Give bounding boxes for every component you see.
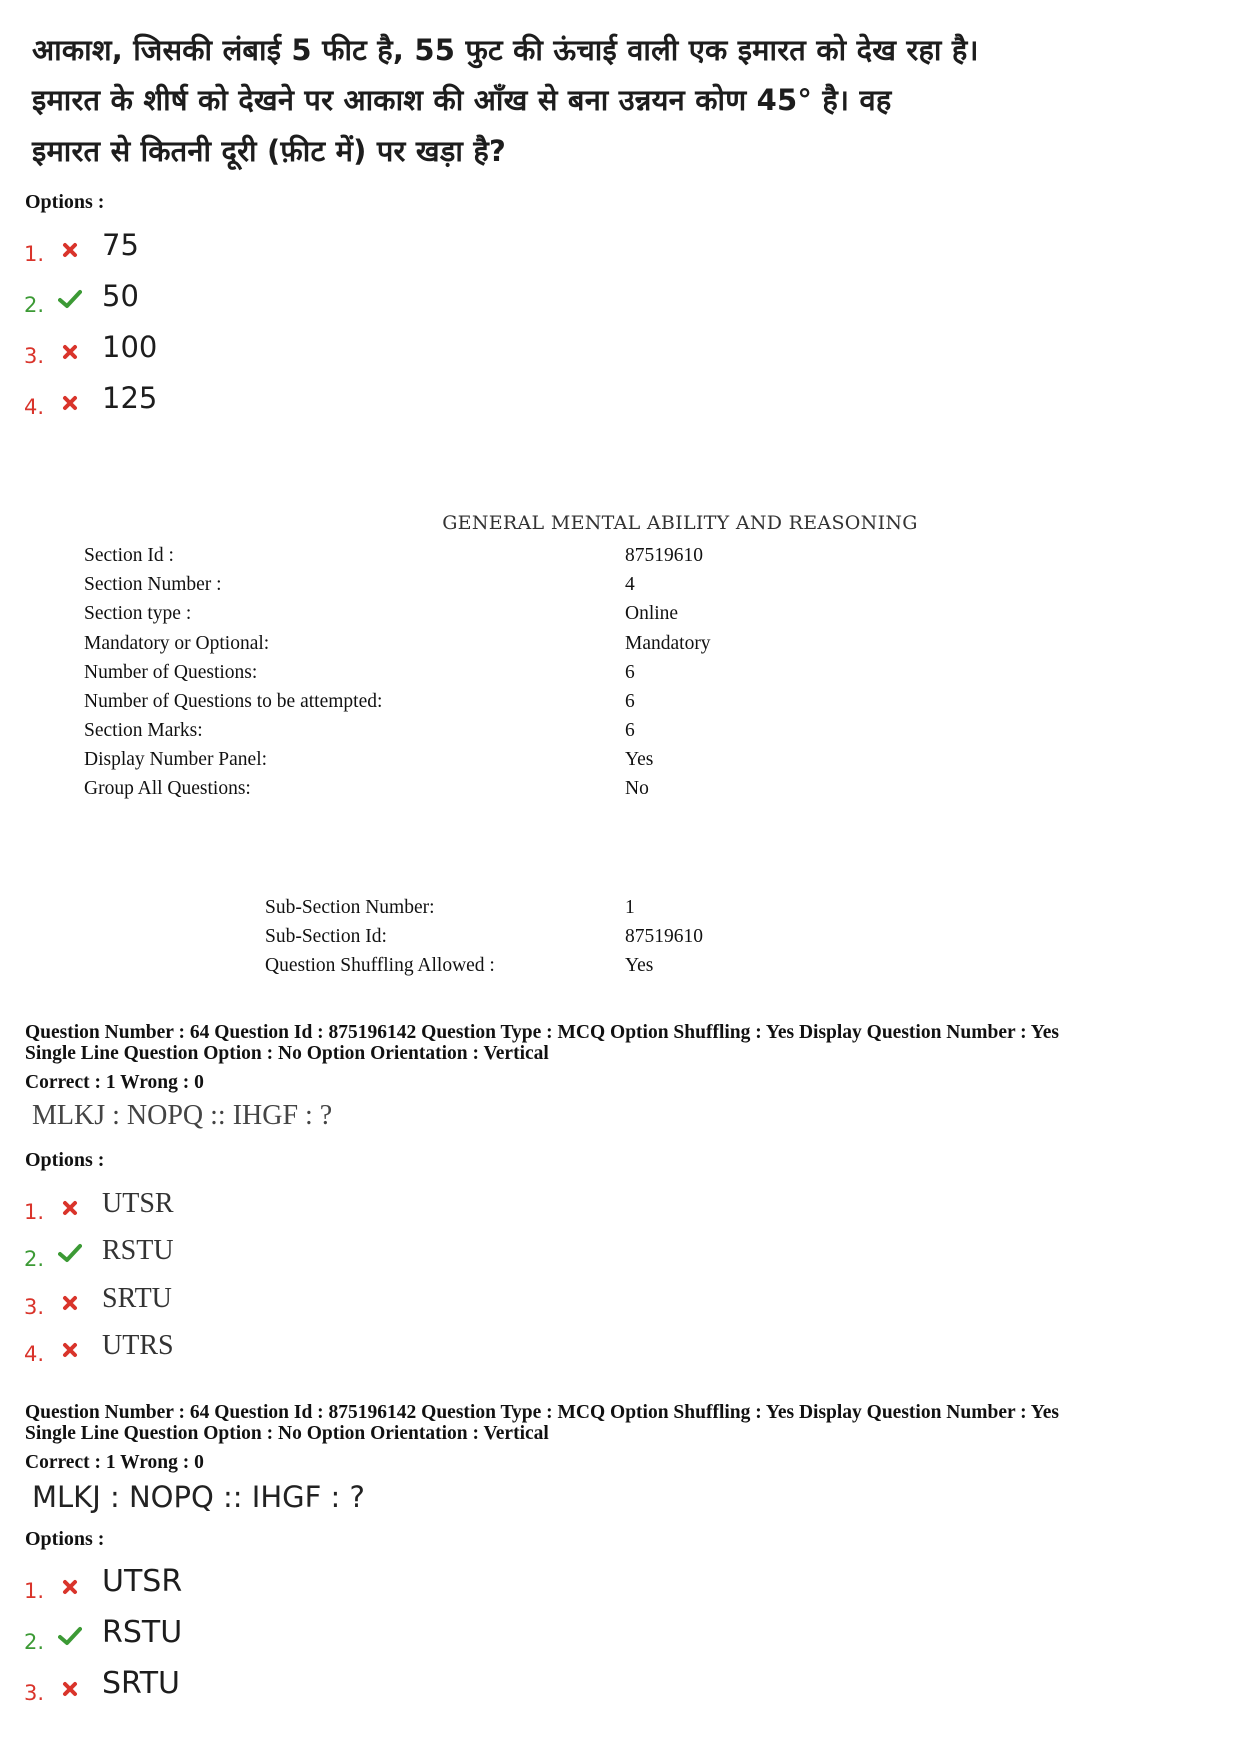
section-info-label: Mandatory or Optional: bbox=[84, 633, 270, 654]
option-number: 2. bbox=[24, 1630, 45, 1654]
option-3 bbox=[24, 322, 158, 368]
section-info-value: 6 bbox=[625, 662, 635, 683]
option-text: SRTU bbox=[102, 1666, 180, 1701]
option-text: RSTU bbox=[102, 1235, 174, 1266]
options-label: Options : bbox=[25, 191, 105, 213]
option-text: 50 bbox=[102, 279, 139, 313]
option-text: RSTU bbox=[102, 1615, 183, 1650]
option-number: 3. bbox=[24, 344, 45, 368]
option-number: 3. bbox=[24, 1681, 45, 1705]
section-info-label: Section type : bbox=[84, 603, 192, 624]
section-info-value: 87519610 bbox=[625, 545, 703, 566]
section-info-value: Yes bbox=[625, 749, 654, 770]
options-label: Options : bbox=[25, 1528, 105, 1550]
option-1 bbox=[24, 220, 139, 266]
section-info-label: Section Number : bbox=[84, 574, 222, 595]
check-icon bbox=[50, 1626, 90, 1646]
question-meta-line-2: Single Line Question Option : No Option Orientation : Vertical bbox=[25, 1043, 549, 1064]
option-2 bbox=[24, 1608, 183, 1654]
section-info-label: Display Number Panel: bbox=[84, 749, 268, 770]
option-text: 125 bbox=[102, 381, 158, 415]
option-3 bbox=[24, 1273, 172, 1319]
section-info-label: Number of Questions: bbox=[84, 662, 258, 683]
cross-icon bbox=[50, 1579, 90, 1595]
subsection-info-value: 1 bbox=[625, 897, 635, 918]
section-title: GENERAL MENTAL ABILITY AND REASONING bbox=[442, 512, 918, 534]
section-info-value: No bbox=[625, 778, 649, 799]
option-3 bbox=[24, 1659, 180, 1705]
cross-icon bbox=[50, 242, 90, 258]
section-info-value: Online bbox=[625, 603, 679, 624]
question-meta-line-1: Question Number : 64 Question Id : 875196142 Question Type : MCQ Option Shuffling : Yes Display Question Number : Yes bbox=[25, 1402, 1059, 1423]
question-marks: Correct : 1 Wrong : 0 bbox=[25, 1452, 204, 1473]
subsection-info-label: Sub-Section Number: bbox=[265, 897, 435, 918]
cross-icon bbox=[50, 344, 90, 360]
option-4 bbox=[24, 1320, 174, 1366]
section-info-value: 6 bbox=[625, 691, 635, 712]
question-text-line-3: इमारत से कितनी दूरी (फ़ीट में) पर खड़ा है? bbox=[32, 134, 506, 168]
check-icon bbox=[50, 289, 90, 309]
section-info-label: Number of Questions to be attempted: bbox=[84, 691, 383, 712]
cross-icon bbox=[50, 395, 90, 411]
section-info-value: 6 bbox=[625, 720, 635, 741]
question-text-line-1: आकाश, जिसकी लंबाई 5 फीट है, 55 फुट की ऊंचाई वाली एक इमारत को देख रहा है। bbox=[32, 33, 979, 67]
question-meta-line-1: Question Number : 64 Question Id : 875196142 Question Type : MCQ Option Shuffling : Yes Display Question Number : Yes bbox=[25, 1022, 1059, 1043]
cross-icon bbox=[50, 1295, 90, 1311]
question-text-line-2: इमारत के शीर्ष को देखने पर आकाश की आँख से बना उन्नयन कोण 45° है। वह bbox=[32, 83, 892, 117]
section-info-label: Section Id : bbox=[84, 545, 174, 566]
option-text: SRTU bbox=[102, 1283, 172, 1314]
check-icon bbox=[50, 1243, 90, 1263]
section-info-label: Section Marks: bbox=[84, 720, 203, 741]
option-2 bbox=[24, 1225, 174, 1271]
option-text: UTRS bbox=[102, 1330, 174, 1361]
option-number: 2. bbox=[24, 1247, 45, 1271]
option-text: 75 bbox=[102, 228, 139, 262]
options-label: Options : bbox=[25, 1149, 105, 1171]
cross-icon bbox=[50, 1200, 90, 1216]
cross-icon bbox=[50, 1342, 90, 1358]
option-number: 1. bbox=[24, 1200, 45, 1224]
section-info-value: Mandatory bbox=[625, 633, 711, 654]
section-info-label: Group All Questions: bbox=[84, 778, 251, 799]
option-text: UTSR bbox=[102, 1564, 183, 1599]
question-meta-line-2: Single Line Question Option : No Option Orientation : Vertical bbox=[25, 1423, 549, 1444]
question-text: MLKJ : NOPQ :: IHGF : ? bbox=[32, 1480, 365, 1514]
question-marks: Correct : 1 Wrong : 0 bbox=[25, 1072, 204, 1093]
subsection-info-label: Question Shuffling Allowed : bbox=[265, 955, 495, 976]
option-text: UTSR bbox=[102, 1188, 174, 1219]
subsection-info-value: Yes bbox=[625, 955, 654, 976]
section-info-value: 4 bbox=[625, 574, 635, 595]
question-text: MLKJ : NOPQ :: IHGF : ? bbox=[32, 1100, 333, 1131]
option-number: 1. bbox=[24, 1579, 45, 1603]
option-number: 1. bbox=[24, 242, 45, 266]
subsection-info-label: Sub-Section Id: bbox=[265, 926, 387, 947]
option-number: 3. bbox=[24, 1295, 45, 1319]
option-1 bbox=[24, 1557, 183, 1603]
option-1 bbox=[24, 1178, 174, 1224]
option-number: 4. bbox=[24, 395, 45, 419]
option-number: 4. bbox=[24, 1342, 45, 1366]
cross-icon bbox=[50, 1681, 90, 1697]
option-4 bbox=[24, 373, 158, 419]
option-2 bbox=[24, 271, 139, 317]
subsection-info-value: 87519610 bbox=[625, 926, 703, 947]
option-text: 100 bbox=[102, 330, 158, 364]
option-number: 2. bbox=[24, 293, 45, 317]
